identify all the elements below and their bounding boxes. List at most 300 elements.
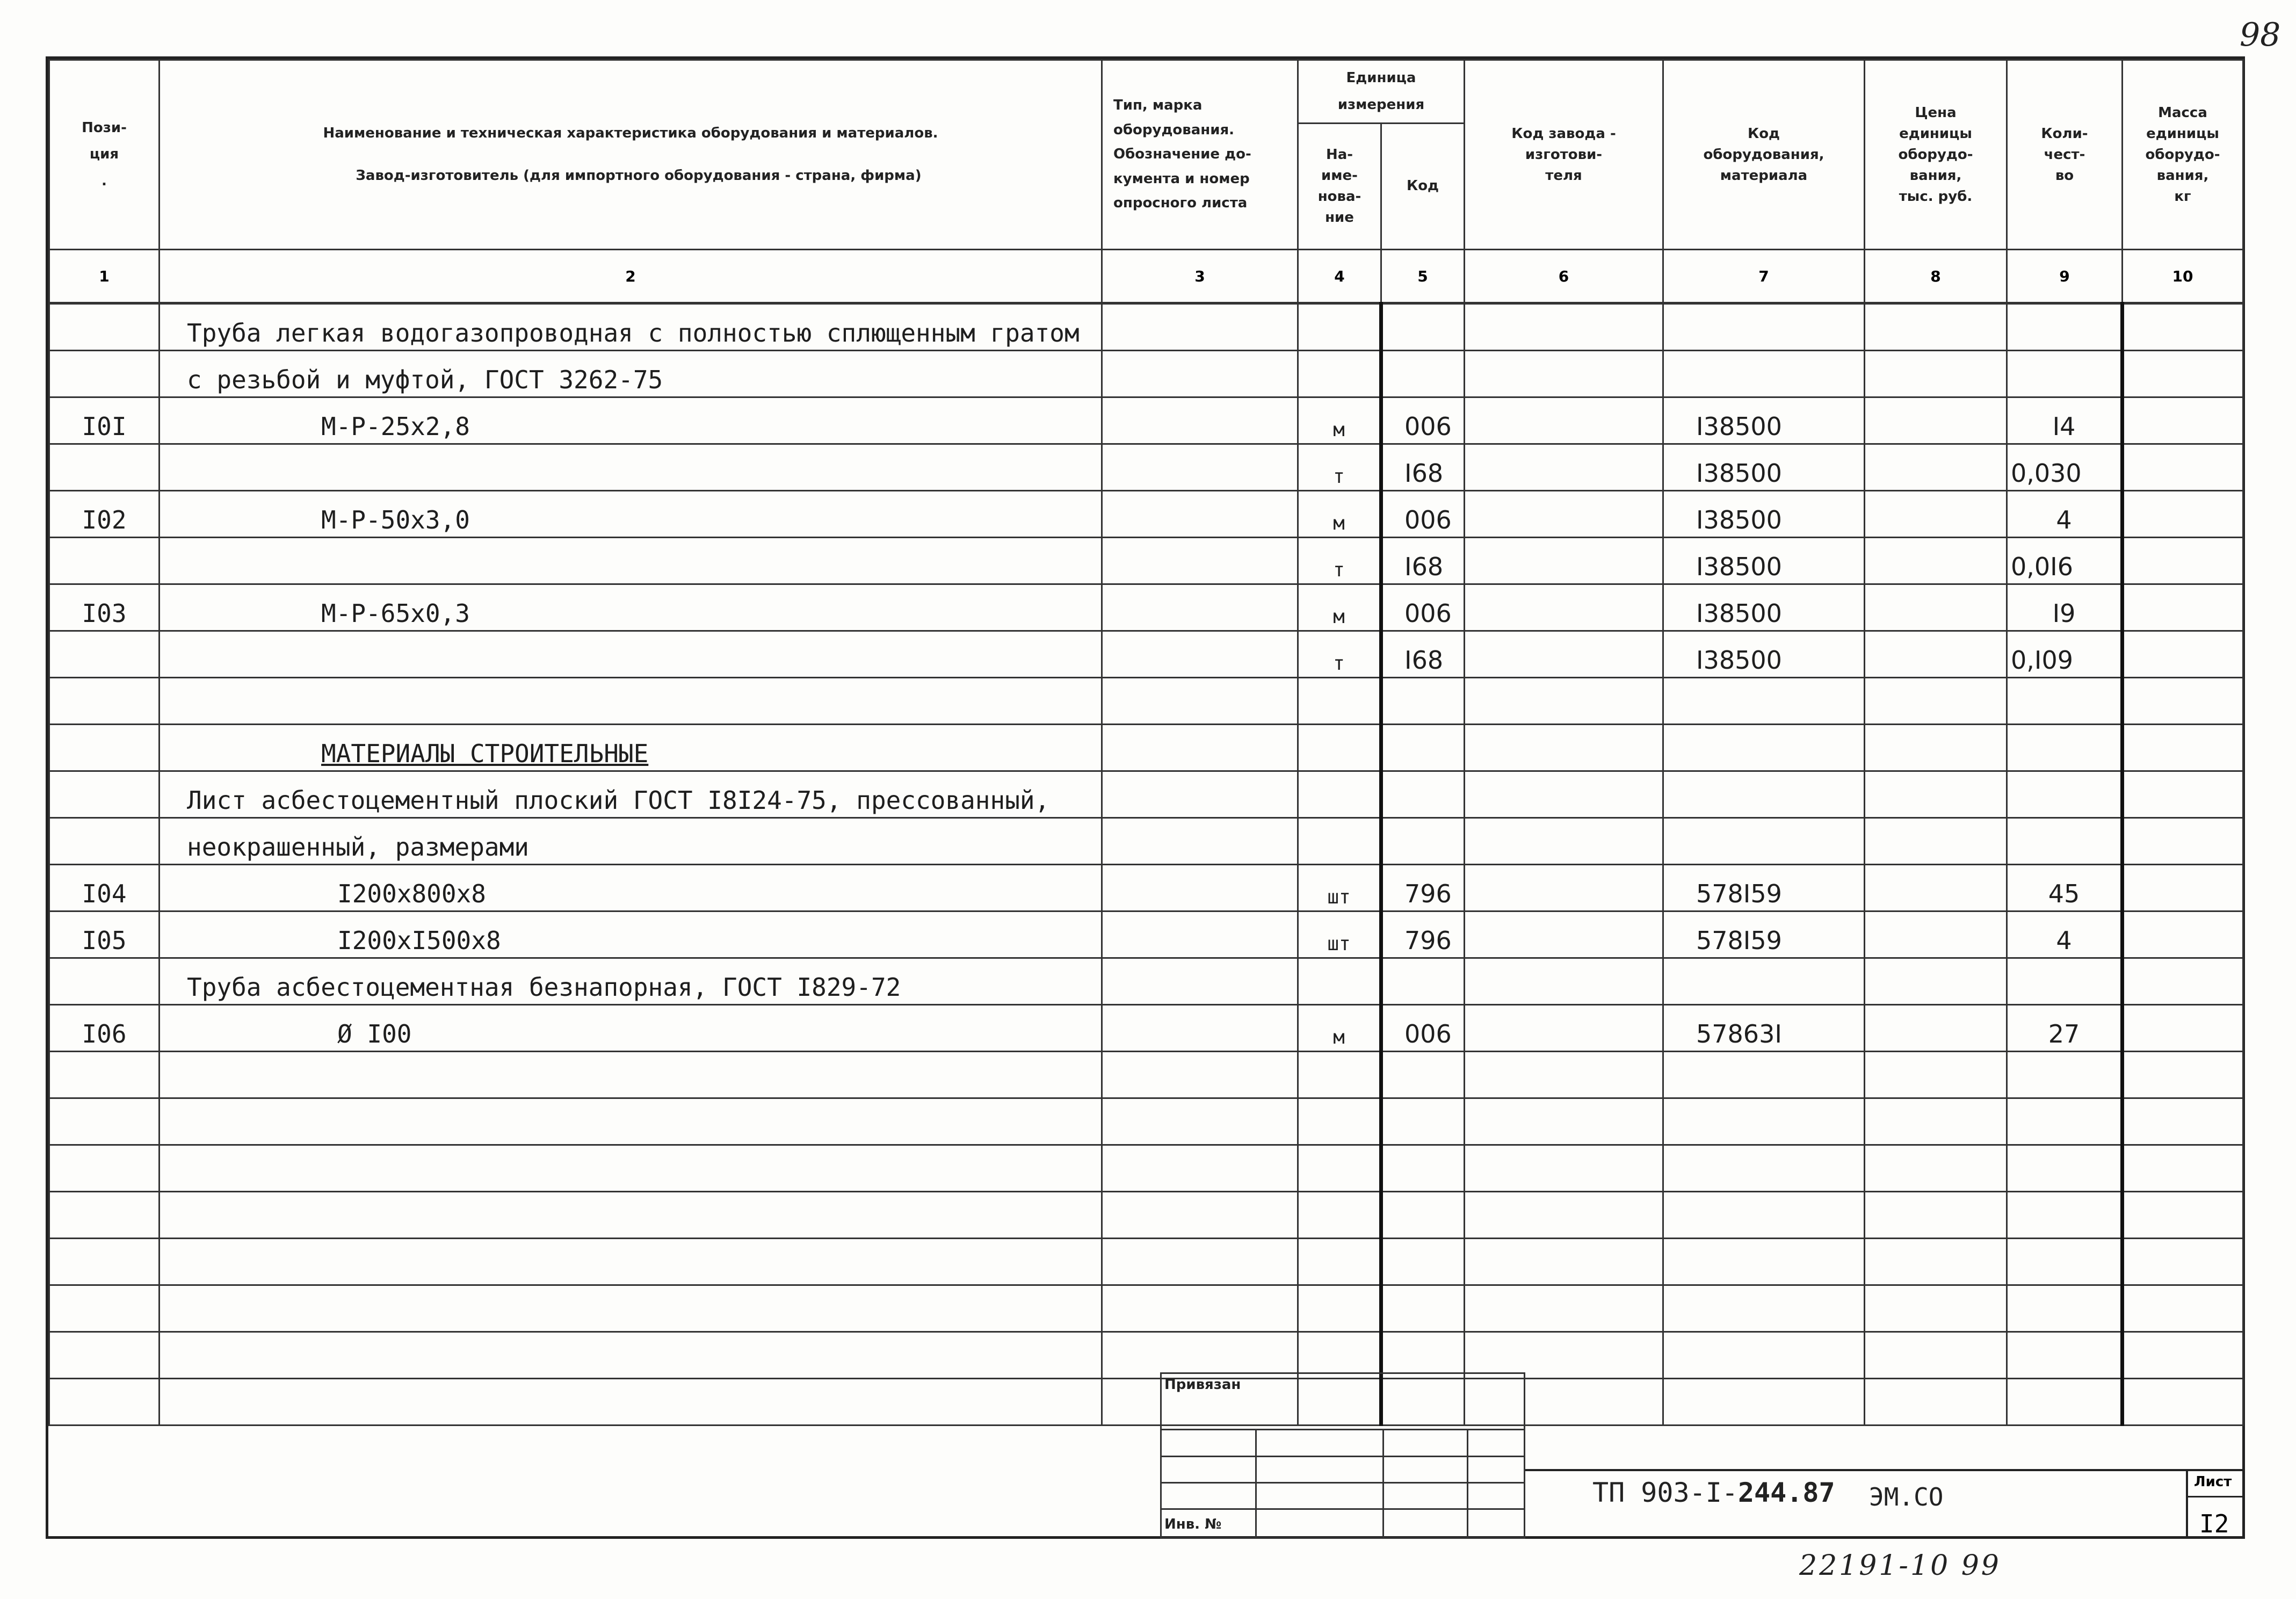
type-cell bbox=[1102, 584, 1298, 631]
price-cell bbox=[1865, 1052, 2007, 1098]
price-cell bbox=[1865, 1098, 2007, 1145]
mass-cell bbox=[2123, 631, 2243, 678]
position-cell: I03 bbox=[49, 584, 160, 631]
name-cell bbox=[160, 1192, 1102, 1239]
unit-code-cell: I68 bbox=[1381, 444, 1465, 491]
mass-cell bbox=[2123, 491, 2243, 538]
table-row bbox=[49, 1379, 2243, 1426]
quantity-cell bbox=[2007, 771, 2123, 818]
material-code-cell bbox=[1663, 771, 1865, 818]
column-number: 1 bbox=[49, 250, 160, 303]
mass-cell bbox=[2123, 303, 2243, 351]
unit-code-cell: 006 bbox=[1381, 397, 1465, 444]
position-cell: I04 bbox=[49, 865, 160, 911]
unit-code-cell bbox=[1381, 771, 1465, 818]
mass-cell bbox=[2123, 865, 2243, 911]
quantity-cell bbox=[2007, 1285, 2123, 1332]
column-number: 7 bbox=[1663, 250, 1865, 303]
table-body bbox=[49, 303, 2243, 1426]
position-cell bbox=[49, 631, 160, 678]
price-cell bbox=[1865, 1379, 2007, 1426]
document-suffix: ЭМ.СО bbox=[1869, 1482, 1944, 1511]
name-cell bbox=[160, 1379, 1102, 1426]
unit-name-cell: м bbox=[1298, 491, 1381, 538]
unit-code-cell: I68 bbox=[1381, 538, 1465, 584]
type-cell bbox=[1102, 911, 1298, 958]
quantity-cell bbox=[2007, 818, 2123, 865]
column-number: 3 bbox=[1102, 250, 1298, 303]
factory-code-cell bbox=[1465, 1192, 1663, 1239]
position-cell bbox=[49, 351, 160, 397]
unit-code-cell bbox=[1381, 351, 1465, 397]
factory-code-cell bbox=[1465, 351, 1663, 397]
unit-name-cell bbox=[1298, 958, 1381, 1005]
type-cell bbox=[1102, 1145, 1298, 1192]
material-code-cell bbox=[1663, 725, 1865, 771]
column-number: 6 bbox=[1465, 250, 1663, 303]
header-text: кумента и номер bbox=[1113, 170, 1250, 187]
quantity-cell bbox=[2007, 1332, 2123, 1379]
quantity-cell: 0,030 bbox=[2007, 444, 2123, 491]
position-cell bbox=[49, 958, 160, 1005]
factory-code-cell bbox=[1465, 1005, 1663, 1052]
type-cell bbox=[1102, 958, 1298, 1005]
table-row bbox=[49, 538, 2243, 584]
price-cell bbox=[1865, 397, 2007, 444]
position-cell bbox=[49, 771, 160, 818]
quantity-cell: 4 bbox=[2007, 491, 2123, 538]
table-row bbox=[49, 818, 2243, 865]
table-row bbox=[49, 397, 2243, 444]
table-row bbox=[49, 771, 2243, 818]
sheet-number: I2 bbox=[2199, 1509, 2229, 1538]
table-row bbox=[49, 678, 2243, 725]
type-cell bbox=[1102, 538, 1298, 584]
sheet-label: Лист bbox=[2194, 1474, 2232, 1490]
header-text: . bbox=[102, 172, 107, 189]
header-text: Масса bbox=[2158, 104, 2207, 121]
table-row bbox=[49, 491, 2243, 538]
price-cell bbox=[1865, 911, 2007, 958]
unit-name-cell bbox=[1298, 351, 1381, 397]
unit-name-cell: м bbox=[1298, 397, 1381, 444]
factory-code-cell bbox=[1465, 491, 1663, 538]
page-number-top: 98 bbox=[2240, 16, 2281, 54]
mass-cell bbox=[2123, 911, 2243, 958]
header-text: нова- bbox=[1317, 189, 1361, 205]
material-code-cell bbox=[1663, 1332, 1865, 1379]
material-code-cell bbox=[1663, 678, 1865, 725]
factory-code-cell bbox=[1465, 538, 1663, 584]
mass-cell bbox=[2123, 1192, 2243, 1239]
quantity-cell: I4 bbox=[2007, 397, 2123, 444]
document-code-number: 244.87 bbox=[1737, 1477, 1835, 1508]
material-code-cell: I38500 bbox=[1663, 491, 1865, 538]
material-code-cell: I38500 bbox=[1663, 584, 1865, 631]
price-cell bbox=[1865, 491, 2007, 538]
name-cell: М-Р-50х3,0 bbox=[160, 491, 1102, 538]
position-cell bbox=[49, 1285, 160, 1332]
material-code-cell bbox=[1663, 1145, 1865, 1192]
unit-name-cell bbox=[1298, 1332, 1381, 1379]
name-cell bbox=[160, 1285, 1102, 1332]
table-row bbox=[49, 1098, 2243, 1145]
name-cell: МАТЕРИАЛЫ СТРОИТЕЛЬНЫЕ bbox=[160, 725, 1102, 771]
header-text: во bbox=[2055, 167, 2074, 184]
unit-name-cell bbox=[1298, 1285, 1381, 1332]
price-cell bbox=[1865, 1285, 2007, 1332]
quantity-cell bbox=[2007, 1145, 2123, 1192]
type-cell bbox=[1102, 818, 1298, 865]
price-cell bbox=[1865, 1145, 2007, 1192]
unit-name-cell: м bbox=[1298, 584, 1381, 631]
name-cell: Труба легкая водогазопроводная с полностью сплющенным гратом bbox=[160, 303, 1102, 351]
material-code-cell bbox=[1663, 1379, 1865, 1426]
header-text: вания, bbox=[1909, 167, 1962, 184]
unit-code-cell bbox=[1381, 818, 1465, 865]
name-cell: Лист асбестоцементный плоский ГОСТ I8I24-75, прессованный, bbox=[160, 771, 1102, 818]
header-text: Обозначение до- bbox=[1113, 146, 1251, 163]
position-cell bbox=[49, 303, 160, 351]
mass-cell bbox=[2123, 1052, 2243, 1098]
mass-cell bbox=[2123, 1005, 2243, 1052]
table-row bbox=[49, 584, 2243, 631]
header-text: Завод-изготовитель (для импортного оборудования - страна, фирма) bbox=[356, 168, 922, 184]
quantity-cell bbox=[2007, 1098, 2123, 1145]
type-cell bbox=[1102, 1239, 1298, 1285]
factory-code-cell bbox=[1465, 397, 1663, 444]
position-cell bbox=[49, 1145, 160, 1192]
mass-cell bbox=[2123, 1098, 2243, 1145]
header-text: чест- bbox=[2044, 146, 2085, 163]
table-row bbox=[49, 1285, 2243, 1332]
header-text: ция bbox=[89, 146, 119, 163]
type-cell bbox=[1102, 771, 1298, 818]
header-factory-code bbox=[1465, 60, 1663, 250]
name-cell bbox=[160, 444, 1102, 491]
material-code-cell bbox=[1663, 351, 1865, 397]
header-text: кг bbox=[2174, 188, 2191, 205]
unit-code-cell bbox=[1381, 1192, 1465, 1239]
type-cell bbox=[1102, 1052, 1298, 1098]
price-cell bbox=[1865, 1005, 2007, 1052]
position-cell: I02 bbox=[49, 491, 160, 538]
table-row bbox=[49, 1005, 2243, 1052]
price-cell bbox=[1865, 678, 2007, 725]
quantity-cell: 4 bbox=[2007, 911, 2123, 958]
name-cell bbox=[160, 538, 1102, 584]
quantity-cell bbox=[2007, 303, 2123, 351]
name-cell: Ø I00 bbox=[160, 1005, 1102, 1052]
name-cell bbox=[160, 678, 1102, 725]
table-row bbox=[49, 1332, 2243, 1379]
mass-cell bbox=[2123, 725, 2243, 771]
column-number: 8 bbox=[1865, 250, 2007, 303]
header-unit-group bbox=[1298, 60, 1465, 124]
mass-cell bbox=[2123, 397, 2243, 444]
material-code-cell bbox=[1663, 303, 1865, 351]
unit-name-cell: шт bbox=[1298, 911, 1381, 958]
table-row bbox=[49, 631, 2243, 678]
factory-code-cell bbox=[1465, 771, 1663, 818]
header-text: Тип, марка bbox=[1113, 97, 1203, 114]
position-cell bbox=[49, 1098, 160, 1145]
unit-code-cell bbox=[1381, 678, 1465, 725]
price-cell bbox=[1865, 1332, 2007, 1379]
price-cell bbox=[1865, 818, 2007, 865]
unit-name-cell bbox=[1298, 725, 1381, 771]
mass-cell bbox=[2123, 1145, 2243, 1192]
quantity-cell: 0,I09 bbox=[2007, 631, 2123, 678]
table-header bbox=[49, 60, 2243, 303]
factory-code-cell bbox=[1465, 958, 1663, 1005]
type-cell bbox=[1102, 678, 1298, 725]
header-price bbox=[1865, 60, 2007, 250]
quantity-cell: 0,0I6 bbox=[2007, 538, 2123, 584]
header-type bbox=[1102, 60, 1298, 250]
material-code-cell bbox=[1663, 958, 1865, 1005]
quantity-cell bbox=[2007, 678, 2123, 725]
table-row bbox=[49, 958, 2243, 1005]
header-text: тыс. руб. bbox=[1899, 188, 1973, 205]
name-cell: неокрашенный, размерами bbox=[160, 818, 1102, 865]
name-cell bbox=[160, 631, 1102, 678]
quantity-cell bbox=[2007, 958, 2123, 1005]
price-cell bbox=[1865, 1192, 2007, 1239]
price-cell bbox=[1865, 444, 2007, 491]
factory-code-cell bbox=[1465, 1332, 1663, 1379]
name-cell: М-Р-25х2,8 bbox=[160, 397, 1102, 444]
material-code-cell bbox=[1663, 1239, 1865, 1285]
material-code-cell: 578I59 bbox=[1663, 911, 1865, 958]
material-code-cell bbox=[1663, 1285, 1865, 1332]
mass-cell bbox=[2123, 958, 2243, 1005]
unit-name-cell: т bbox=[1298, 631, 1381, 678]
unit-code-cell bbox=[1381, 1145, 1465, 1192]
quantity-cell bbox=[2007, 1192, 2123, 1239]
price-cell bbox=[1865, 538, 2007, 584]
unit-code-cell bbox=[1381, 1052, 1465, 1098]
unit-name-cell bbox=[1298, 1145, 1381, 1192]
mass-cell bbox=[2123, 538, 2243, 584]
column-number: 4 bbox=[1298, 250, 1381, 303]
quantity-cell bbox=[2007, 1379, 2123, 1426]
position-cell: I0I bbox=[49, 397, 160, 444]
position-cell bbox=[49, 1239, 160, 1285]
material-code-cell bbox=[1663, 1192, 1865, 1239]
mass-cell bbox=[2123, 1239, 2243, 1285]
factory-code-cell bbox=[1465, 725, 1663, 771]
table-row bbox=[49, 725, 2243, 771]
unit-name-cell: т bbox=[1298, 538, 1381, 584]
table-row bbox=[49, 1192, 2243, 1239]
header-text: Пози- bbox=[82, 119, 127, 136]
header-text: Код завода - bbox=[1511, 125, 1616, 142]
inventory-label: Инв. № bbox=[1164, 1516, 1222, 1532]
sheet-box-line bbox=[2188, 1496, 2245, 1497]
unit-name-cell: шт bbox=[1298, 865, 1381, 911]
table-row bbox=[49, 865, 2243, 911]
price-cell bbox=[1865, 771, 2007, 818]
unit-code-cell bbox=[1381, 1332, 1465, 1379]
unit-code-cell bbox=[1381, 958, 1465, 1005]
name-cell bbox=[160, 1052, 1102, 1098]
unit-code-cell bbox=[1381, 1239, 1465, 1285]
quantity-cell: 45 bbox=[2007, 865, 2123, 911]
header-quantity bbox=[2007, 60, 2123, 250]
name-cell bbox=[160, 1332, 1102, 1379]
header-unit-code: Код bbox=[1381, 124, 1465, 250]
header-text: име- bbox=[1321, 168, 1358, 184]
position-cell bbox=[49, 678, 160, 725]
header-text: оборудо- bbox=[2145, 146, 2220, 163]
sheet-box-line bbox=[2188, 1469, 2245, 1471]
quantity-cell: I9 bbox=[2007, 584, 2123, 631]
type-cell bbox=[1102, 1098, 1298, 1145]
unit-code-cell: 006 bbox=[1381, 584, 1465, 631]
header-text: измерения bbox=[1337, 96, 1425, 113]
unit-code-cell: 796 bbox=[1381, 911, 1465, 958]
price-cell bbox=[1865, 725, 2007, 771]
material-code-cell: 57863I bbox=[1663, 1005, 1865, 1052]
unit-name-cell: т bbox=[1298, 444, 1381, 491]
factory-code-cell bbox=[1465, 1239, 1663, 1285]
column-number: 2 bbox=[160, 250, 1102, 303]
mass-cell bbox=[2123, 1285, 2243, 1332]
mass-cell bbox=[2123, 818, 2243, 865]
name-cell bbox=[160, 1145, 1102, 1192]
type-cell bbox=[1102, 865, 1298, 911]
mass-cell bbox=[2123, 1379, 2243, 1426]
header-text: теля bbox=[1545, 167, 1582, 184]
table-row bbox=[49, 351, 2243, 397]
factory-code-cell bbox=[1465, 303, 1663, 351]
header-text: единицы bbox=[2146, 125, 2219, 142]
stamp-cell bbox=[1160, 1456, 1525, 1484]
header-unit-name bbox=[1298, 124, 1381, 250]
attached-label: Привязан bbox=[1164, 1377, 1241, 1393]
header-position bbox=[49, 60, 160, 250]
header-text: единицы bbox=[1899, 125, 1972, 142]
header-mass bbox=[2123, 60, 2243, 250]
material-code-cell: I38500 bbox=[1663, 397, 1865, 444]
price-cell bbox=[1865, 584, 2007, 631]
type-cell bbox=[1102, 303, 1298, 351]
position-cell: I05 bbox=[49, 911, 160, 958]
name-cell: М-Р-65х0,3 bbox=[160, 584, 1102, 631]
table-row bbox=[49, 1239, 2243, 1285]
unit-name-cell bbox=[1298, 1052, 1381, 1098]
column-number: 9 bbox=[2007, 250, 2123, 303]
quantity-cell bbox=[2007, 1052, 2123, 1098]
mass-cell bbox=[2123, 351, 2243, 397]
factory-code-cell bbox=[1465, 1052, 1663, 1098]
type-cell bbox=[1102, 351, 1298, 397]
name-cell: Труба асбестоцементная безнапорная, ГОСТ I829-72 bbox=[160, 958, 1102, 1005]
header-material-code bbox=[1663, 60, 1865, 250]
material-code-cell bbox=[1663, 818, 1865, 865]
header-text: материала bbox=[1720, 167, 1808, 184]
type-cell bbox=[1102, 397, 1298, 444]
unit-code-cell bbox=[1381, 1098, 1465, 1145]
header-text: ние bbox=[1325, 209, 1354, 226]
unit-code-cell bbox=[1381, 303, 1465, 351]
archive-number: 22191-10 99 bbox=[1799, 1550, 2001, 1582]
position-cell bbox=[49, 1052, 160, 1098]
mass-cell bbox=[2123, 584, 2243, 631]
factory-code-cell bbox=[1465, 865, 1663, 911]
unit-name-cell bbox=[1298, 678, 1381, 725]
mass-cell bbox=[2123, 678, 2243, 725]
factory-code-cell bbox=[1465, 678, 1663, 725]
position-cell bbox=[49, 538, 160, 584]
table-row bbox=[49, 1145, 2243, 1192]
header-text: На- bbox=[1326, 147, 1353, 163]
unit-code-cell: 006 bbox=[1381, 1005, 1465, 1052]
column-number: 10 bbox=[2123, 250, 2243, 303]
mass-cell bbox=[2123, 444, 2243, 491]
header-text: Цена bbox=[1915, 104, 1957, 121]
type-cell bbox=[1102, 725, 1298, 771]
name-cell: I200х800х8 bbox=[160, 865, 1102, 911]
material-code-cell: I38500 bbox=[1663, 444, 1865, 491]
position-cell bbox=[49, 725, 160, 771]
quantity-cell bbox=[2007, 1239, 2123, 1285]
specification-table bbox=[48, 59, 2244, 1426]
unit-code-cell bbox=[1381, 725, 1465, 771]
unit-name-cell: м bbox=[1298, 1005, 1381, 1052]
type-cell bbox=[1102, 491, 1298, 538]
factory-code-cell bbox=[1465, 631, 1663, 678]
attachment-stamp bbox=[1160, 1372, 1525, 1539]
factory-code-cell bbox=[1465, 1285, 1663, 1332]
price-cell bbox=[1865, 351, 2007, 397]
table-row bbox=[49, 303, 2243, 351]
factory-code-cell bbox=[1465, 444, 1663, 491]
unit-name-cell bbox=[1298, 1192, 1381, 1239]
name-cell: с резьбой и муфтой, ГОСТ 3262-75 bbox=[160, 351, 1102, 397]
type-cell bbox=[1102, 631, 1298, 678]
factory-code-cell bbox=[1465, 1145, 1663, 1192]
price-cell bbox=[1865, 303, 2007, 351]
position-cell bbox=[49, 818, 160, 865]
type-cell bbox=[1102, 1332, 1298, 1379]
position-cell bbox=[49, 1192, 160, 1239]
header-text: Код bbox=[1747, 125, 1780, 142]
price-cell bbox=[1865, 1239, 2007, 1285]
header-text: Наименование и техническая характеристика оборудования и материалов. bbox=[323, 125, 938, 141]
table-row bbox=[49, 444, 2243, 491]
position-cell: I06 bbox=[49, 1005, 160, 1052]
column-number: 5 bbox=[1381, 250, 1465, 303]
header-text: оборудо- bbox=[1898, 146, 1973, 163]
table-row bbox=[49, 1052, 2243, 1098]
header-text: изготови- bbox=[1525, 146, 1603, 163]
unit-name-cell bbox=[1298, 1239, 1381, 1285]
name-cell: I200хI500х8 bbox=[160, 911, 1102, 958]
price-cell bbox=[1865, 631, 2007, 678]
unit-code-cell: I68 bbox=[1381, 631, 1465, 678]
factory-code-cell bbox=[1465, 584, 1663, 631]
unit-name-cell bbox=[1298, 818, 1381, 865]
material-code-cell: I38500 bbox=[1663, 631, 1865, 678]
type-cell bbox=[1102, 1285, 1298, 1332]
unit-code-cell: 006 bbox=[1381, 491, 1465, 538]
type-cell bbox=[1102, 444, 1298, 491]
header-text: оборудования, bbox=[1703, 146, 1824, 163]
unit-code-cell bbox=[1381, 1285, 1465, 1332]
mass-cell bbox=[2123, 1332, 2243, 1379]
